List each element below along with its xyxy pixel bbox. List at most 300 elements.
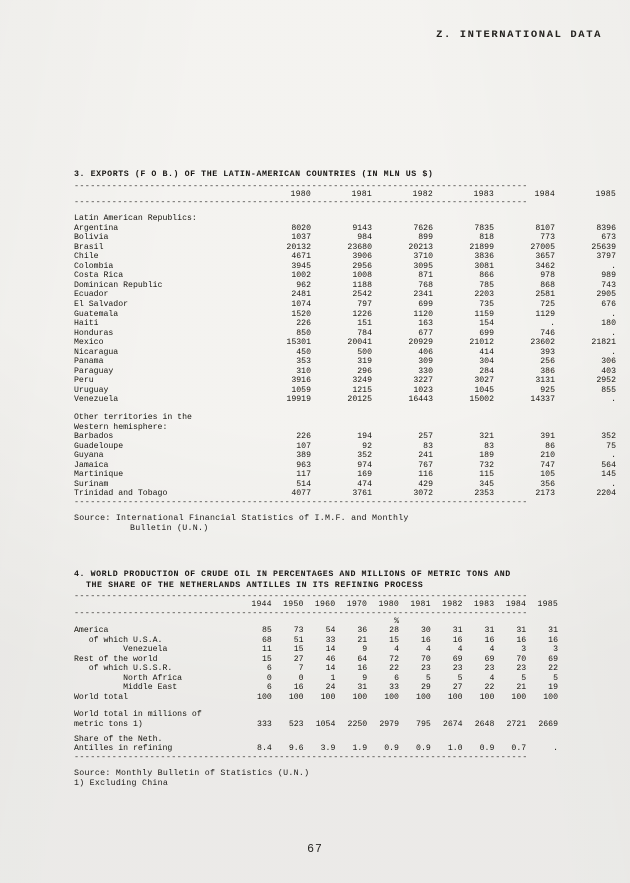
table-4-source [74, 769, 558, 790]
row-value: . [553, 744, 558, 754]
row-value: 3.9 [320, 744, 336, 754]
row-value: 46 [325, 654, 336, 664]
row-value: 15 [389, 635, 399, 645]
row-value: 3945 [291, 261, 311, 271]
row-value: 3836 [474, 252, 494, 262]
row-value: 2979 [379, 720, 399, 730]
row-value: 16 [484, 635, 495, 645]
table-row [74, 290, 616, 300]
row-value: 450 [296, 347, 311, 357]
row-value: 4 [489, 673, 495, 683]
row-value: 4077 [291, 489, 311, 499]
row-value: 11 [261, 645, 272, 655]
row-label: Share of the Neth. [74, 734, 163, 744]
table-4-header [74, 600, 558, 610]
col-header-label [74, 600, 240, 610]
row-value: 73 [293, 626, 304, 636]
col-header-1985: 1985 [537, 600, 558, 609]
row-value: 866 [479, 271, 494, 281]
col-header-1981: 1981 [351, 189, 372, 199]
row-value: 393 [540, 347, 555, 357]
row-label: Venezuela [74, 395, 119, 405]
row-value: 352 [601, 432, 616, 442]
row-value: 27005 [530, 242, 555, 252]
col-header-1960: 1960 [314, 600, 336, 609]
row-value: . [550, 319, 555, 329]
row-value: 2542 [352, 290, 372, 300]
row-value: 70 [420, 654, 431, 664]
row-value: 20132 [286, 242, 311, 252]
row-value: 3797 [596, 252, 616, 262]
table-row [74, 262, 616, 272]
row-value: 5 [521, 673, 527, 683]
table-4-body [74, 626, 558, 754]
row-value: 33 [389, 683, 399, 693]
row-value: 72 [389, 654, 399, 664]
row-value: 22 [484, 683, 495, 693]
row-label: Antilles in refining [74, 744, 173, 754]
row-value: 16443 [408, 395, 433, 405]
row-value: 855 [601, 385, 616, 395]
row-value: 391 [540, 432, 555, 442]
row-value: 16 [420, 635, 431, 645]
row-value: 1074 [291, 299, 311, 309]
col-header-1984: 1984 [534, 189, 555, 199]
table-3-block [74, 170, 616, 535]
row-spacer [74, 405, 616, 413]
row-label: Barbados [74, 432, 114, 442]
row-value: 1129 [535, 309, 555, 319]
row-value: 8396 [596, 223, 616, 233]
row-label: Surinam [74, 479, 109, 489]
row-value: 33 [325, 635, 336, 645]
table-4-title [74, 570, 558, 591]
row-value: 2648 [474, 720, 495, 730]
row-value: 3081 [474, 261, 494, 271]
col-header-1983: 1983 [473, 189, 494, 199]
row-value: 256 [540, 357, 555, 367]
row-value: 27 [452, 683, 463, 693]
row-value: 16 [357, 664, 368, 674]
row-value: 1120 [413, 309, 433, 319]
row-value: 14 [325, 645, 336, 655]
row-value: 27 [293, 654, 304, 664]
row-value: 989 [601, 271, 616, 281]
row-value: 100 [352, 692, 368, 702]
table-row [74, 489, 616, 499]
col-header-1981: 1981 [410, 600, 431, 609]
row-value: 15 [293, 645, 304, 655]
row-value: 1059 [291, 385, 311, 395]
row-value: 768 [418, 280, 433, 290]
row-value: . [611, 451, 616, 461]
row-value: 3761 [352, 489, 372, 499]
row-value: 564 [601, 460, 616, 470]
row-value: 8020 [291, 223, 311, 233]
row-label: Haiti [74, 319, 99, 329]
row-value: 169 [357, 470, 372, 480]
row-value: 23602 [530, 338, 555, 348]
row-value: 4 [457, 645, 463, 655]
row-value: 8107 [535, 223, 555, 233]
row-value: 0.7 [511, 744, 527, 754]
row-label: Bolivia [74, 233, 109, 243]
table-row [74, 252, 616, 262]
row-value: 2905 [596, 290, 616, 300]
row-value: 4 [425, 645, 431, 655]
table-3-rule-bottom [74, 499, 558, 506]
row-value: . [611, 395, 616, 405]
row-value: 868 [540, 280, 555, 290]
row-label: Brasil [74, 242, 104, 252]
row-value: 69 [484, 654, 495, 664]
row-value: 673 [601, 233, 616, 243]
row-value: 25639 [591, 242, 616, 252]
row-value: 16 [516, 635, 527, 645]
row-value: 899 [418, 233, 433, 243]
row-value: 818 [479, 233, 494, 243]
row-label: Middle East [74, 683, 178, 693]
row-label: Ecuador [74, 290, 109, 300]
row-value: 7835 [474, 223, 494, 233]
row-value: 23 [420, 664, 431, 674]
row-value: 2203 [474, 290, 494, 300]
row-label: El Salvador [74, 299, 129, 309]
table-row [74, 636, 558, 646]
table-row [74, 442, 616, 452]
row-value: 974 [357, 460, 372, 470]
table-row [74, 367, 616, 377]
running-head: Z. INTERNATIONAL DATA [436, 29, 602, 41]
row-label: of which U.S.A. [74, 635, 163, 645]
row-value: 15301 [286, 338, 311, 348]
row-value: 2669 [538, 720, 558, 730]
row-value: 3227 [413, 376, 433, 386]
row-value: 389 [296, 451, 311, 461]
row-spacer [74, 206, 616, 214]
table-4-title-line1: 4. WORLD PRODUCTION OF CRUDE OIL IN PERCENTAGES AND MILLIONS OF METRIC TONS AND [74, 570, 511, 579]
row-value: 16 [452, 635, 463, 645]
row-value: 352 [357, 451, 372, 461]
row-value: 70 [516, 654, 527, 664]
row-value: 2353 [474, 489, 494, 499]
table-row [74, 386, 616, 396]
row-value: 5 [553, 673, 558, 683]
row-value: 7 [298, 664, 304, 674]
row-value: 474 [357, 479, 372, 489]
row-value: 0.9 [416, 744, 431, 754]
row-value: 2341 [413, 290, 433, 300]
row-value: 23 [484, 664, 495, 674]
world-total-row [74, 720, 558, 730]
row-value: 3710 [413, 252, 433, 262]
row-value: 725 [540, 299, 555, 309]
row-value: 345 [479, 479, 494, 489]
row-value: 23 [516, 664, 527, 674]
row-value: 3095 [413, 261, 433, 271]
col-header-1982: 1982 [442, 600, 463, 609]
world-total-label-line1 [74, 710, 558, 720]
table-row [74, 470, 616, 480]
row-value: 699 [479, 328, 494, 338]
row-value: 963 [296, 460, 311, 470]
row-value: 21 [516, 683, 527, 693]
row-value: 31 [516, 626, 527, 636]
row-value: 180 [601, 319, 616, 329]
row-value: 732 [479, 460, 494, 470]
table-row [74, 674, 558, 684]
row-value: 767 [418, 460, 433, 470]
row-value: 1188 [352, 280, 372, 290]
row-value: 4671 [291, 252, 311, 262]
row-value: 797 [357, 299, 372, 309]
row-value: 403 [601, 366, 616, 376]
table-4-rule-under-header [74, 610, 558, 617]
row-value: 21821 [591, 338, 616, 348]
row-value: 356 [540, 479, 555, 489]
table-4-title-line2: THE SHARE OF THE NETHERLANDS ANTILLES IN ITS REFINING PROCESS [86, 580, 424, 590]
row-value: 23680 [347, 242, 372, 252]
row-value: 1023 [413, 385, 433, 395]
row-value: 100 [543, 692, 558, 702]
table-4-block [74, 570, 558, 789]
row-value: 86 [545, 441, 555, 451]
col-header-1970: 1970 [346, 600, 368, 609]
row-value: 743 [601, 280, 616, 290]
table-row [74, 395, 616, 405]
section-heading-territories-cont [74, 423, 616, 433]
table-4-footnote: 1) Excluding China [74, 779, 169, 789]
row-value: 14 [325, 664, 336, 674]
table-row [74, 451, 616, 461]
col-header-1985: 1985 [595, 189, 616, 199]
row-value: 2481 [291, 290, 311, 300]
row-value: 64 [357, 654, 368, 664]
col-header-label [74, 190, 250, 200]
row-value: 429 [418, 479, 433, 489]
table-row [74, 655, 558, 665]
row-value: 116 [418, 470, 433, 480]
row-value: 5 [425, 673, 431, 683]
row-value: 0.9 [384, 744, 399, 754]
row-label: Panama [74, 357, 104, 367]
table-row [74, 432, 616, 442]
row-value: 31 [452, 626, 463, 636]
row-value: 23 [452, 664, 463, 674]
row-value: 284 [479, 366, 494, 376]
table-3-source-line2: Bulletin (U.N.) [130, 524, 209, 534]
table-3-rule-under-header [74, 199, 558, 206]
row-value: 194 [357, 432, 372, 442]
row-value: 2721 [506, 720, 527, 730]
row-value: 3027 [474, 376, 494, 386]
row-value: 85 [261, 626, 272, 636]
row-value: 321 [479, 432, 494, 442]
table-row [74, 300, 616, 310]
row-label: World total [74, 692, 129, 702]
row-value: 100 [511, 692, 527, 702]
row-value: 2173 [535, 489, 555, 499]
row-label: Dominican Republic [74, 280, 163, 290]
table-row [74, 376, 616, 386]
row-value: 5 [457, 673, 463, 683]
row-value: 3 [521, 645, 527, 655]
row-label: Mexico [74, 338, 104, 348]
row-value: 107 [296, 441, 311, 451]
row-value: 8.4 [257, 744, 272, 754]
row-value: 333 [257, 720, 272, 730]
row-value: 92 [362, 441, 372, 451]
table-3-body [74, 206, 616, 499]
row-value: 21012 [469, 338, 494, 348]
row-value: 151 [357, 319, 372, 329]
row-value: 306 [601, 357, 616, 367]
table-row [74, 224, 616, 234]
row-value: 309 [418, 357, 433, 367]
row-value: 16 [548, 635, 558, 645]
row-value: 19919 [286, 395, 311, 405]
row-value: 83 [423, 441, 433, 451]
table-row [74, 233, 616, 243]
col-header-1980: 1980 [378, 600, 399, 609]
row-value: 31 [484, 626, 495, 636]
col-header-1944: 1944 [251, 600, 272, 609]
row-value: 1226 [352, 309, 372, 319]
row-value: 0 [266, 673, 272, 683]
row-value: 54 [325, 626, 336, 636]
row-value: 0.9 [479, 744, 495, 754]
row-value: 20929 [408, 338, 433, 348]
row-value: 2956 [352, 261, 372, 271]
table-4-rule-bottom [74, 754, 558, 761]
col-header-1950: 1950 [283, 600, 304, 609]
row-value: 210 [540, 451, 555, 461]
row-value: 226 [296, 319, 311, 329]
row-value: 29 [420, 683, 431, 693]
row-value: 16 [293, 683, 304, 693]
row-value: 21 [357, 635, 368, 645]
row-label: Guadeloupe [74, 441, 124, 451]
section-heading-republics [74, 214, 616, 224]
row-value: 676 [601, 299, 616, 309]
row-value: 83 [484, 441, 494, 451]
row-value: 925 [540, 385, 555, 395]
row-value: 226 [296, 432, 311, 442]
row-value: 7626 [413, 223, 433, 233]
table-row [74, 626, 558, 636]
table-3-rule-top [74, 183, 558, 190]
table-row [74, 348, 616, 358]
share-row [74, 744, 558, 754]
row-value: 9.6 [288, 744, 304, 754]
row-label: Costa Rica [74, 271, 124, 281]
row-label: Guyana [74, 451, 104, 461]
row-value: 3462 [535, 261, 555, 271]
row-value: 241 [418, 451, 433, 461]
row-value: 145 [601, 470, 616, 480]
row-label: Martinique [74, 470, 124, 480]
row-value: 1 [330, 673, 336, 683]
row-value: 3072 [413, 489, 433, 499]
table-row [74, 281, 616, 291]
row-value: 850 [296, 328, 311, 338]
row-value: 304 [479, 357, 494, 367]
row-label: Peru [74, 376, 94, 386]
row-label: Latin American Republics: [74, 214, 197, 224]
row-value: 15002 [469, 395, 494, 405]
row-value: 31 [357, 683, 368, 693]
row-value: 69 [548, 654, 558, 664]
row-value: 100 [447, 692, 463, 702]
row-value: 984 [357, 233, 372, 243]
row-value: 1037 [291, 233, 311, 243]
row-label: Guatemala [74, 309, 119, 319]
row-value: 3 [553, 645, 558, 655]
row-label: Argentina [74, 223, 119, 233]
table-3-title: 3. EXPORTS (F O B.) OF THE LATIN-AMERICAN COUNTRIES (IN MLN US $) [74, 170, 434, 179]
row-value: 100 [384, 692, 399, 702]
page-number: 67 [307, 843, 323, 856]
row-value: 105 [540, 470, 555, 480]
table-row [74, 683, 558, 693]
row-value: 6 [266, 664, 272, 674]
row-value: 1520 [291, 309, 311, 319]
row-value: . [611, 328, 616, 338]
row-value: 75 [606, 441, 616, 451]
row-value: 773 [540, 233, 555, 243]
col-header-1982: 1982 [412, 189, 433, 199]
col-header-1984: 1984 [505, 600, 527, 609]
row-value: 1.0 [447, 744, 463, 754]
table-3-header-row [74, 190, 616, 200]
row-value: 962 [296, 280, 311, 290]
row-value: 2250 [347, 720, 368, 730]
row-value: 30 [420, 626, 431, 636]
row-label: Uruguay [74, 385, 109, 395]
row-value: 1045 [474, 385, 494, 395]
table-3-source-line1: Source: International Financial Statistics of I.M.F. and Monthly [74, 513, 409, 523]
row-value: 3916 [291, 376, 311, 386]
row-value: 514 [296, 479, 311, 489]
row-value: 296 [357, 366, 372, 376]
row-label: America [74, 626, 109, 636]
percent-marker-spacer [74, 617, 240, 627]
row-label: Venezuela [74, 645, 168, 655]
row-value: 24 [325, 683, 336, 693]
row-value: 699 [418, 299, 433, 309]
row-value: 100 [416, 692, 431, 702]
row-label: Nicaragua [74, 347, 119, 357]
row-value: 978 [540, 271, 555, 281]
row-value: 3657 [535, 252, 555, 262]
row-value: 677 [418, 328, 433, 338]
table-3-header [74, 190, 616, 200]
col-header-1980: 1980 [290, 189, 311, 199]
row-value: 330 [418, 366, 433, 376]
row-value: 21899 [469, 242, 494, 252]
table-4-header-row [74, 600, 558, 610]
row-label: World total in millions of [74, 710, 202, 720]
row-value: 9 [362, 673, 368, 683]
row-value: 189 [479, 451, 494, 461]
row-value: 523 [288, 720, 304, 730]
row-value: 1002 [291, 271, 311, 281]
row-value: 9143 [352, 223, 372, 233]
row-value: 746 [540, 328, 555, 338]
table-4-source-line1: Source: Monthly Bulletin of Statistics (U.N.) [74, 768, 310, 778]
col-header-1983: 1983 [473, 600, 495, 609]
row-value: 4 [394, 645, 399, 655]
